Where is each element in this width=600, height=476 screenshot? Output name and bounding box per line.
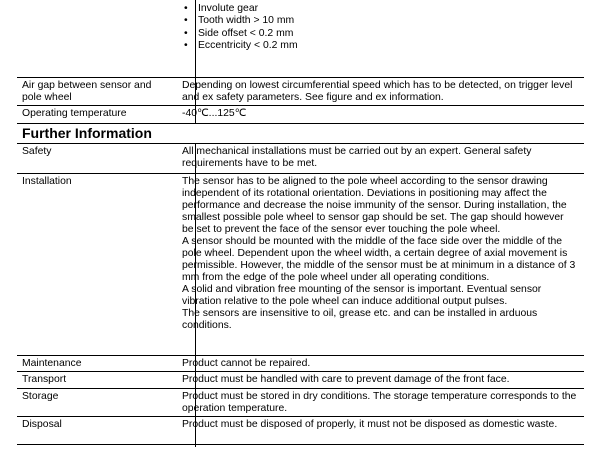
- spec-table: [17, 0, 584, 445]
- air-gap-row: [17, 78, 584, 106]
- bullet-item: • Tooth width > 10 mm: [182, 15, 577, 27]
- row-label: Air gap between sensor and pole wheel: [22, 80, 152, 103]
- row-label: Disposal: [22, 419, 62, 430]
- installation-text: [180, 174, 577, 334]
- row-label: Transport: [22, 374, 67, 385]
- row-value: All mechanical installations must be carried out by an expert. General safety requirements have to be met.: [182, 146, 532, 169]
- row-value: Depending on lowest circumferential speed which has to be detected, on trigger level and ex safety parameters. See figure and ex information.: [182, 80, 573, 103]
- transport-row: [17, 372, 584, 389]
- bullet-item: • Involute gear: [182, 3, 577, 15]
- installation-paragraph: The sensors are insensitive to oil, grease etc. and can be installed in arduous conditions.: [182, 308, 538, 331]
- row-label: Maintenance: [22, 358, 82, 369]
- row-value: Product must be handled with care to prevent damage of the front face.: [182, 374, 510, 385]
- row-value: Product cannot be repaired.: [182, 358, 311, 369]
- row-label: Installation: [22, 176, 72, 187]
- installation-row: [17, 174, 584, 356]
- row-value: Product must be stored in dry conditions. The storage temperature corresponds to the operation temperature.: [182, 391, 577, 414]
- installation-paragraph: A solid and vibration free mounting of the sensor is important. Eventual sensor vibration relative to the pole wheel can induce additional output pulses.: [182, 284, 542, 307]
- row-value: -40℃...125℃: [182, 108, 247, 119]
- section-title: Further Information: [22, 125, 152, 141]
- operating-temperature-row: [17, 106, 584, 124]
- storage-row: [17, 389, 584, 417]
- row-label: Safety: [22, 146, 52, 157]
- bullet-item: • Side offset < 0.2 mm: [182, 28, 577, 40]
- maintenance-row: [17, 356, 584, 372]
- gear-requirements-row: [17, 0, 584, 78]
- disposal-row: [17, 417, 584, 445]
- gear-requirements-list: [182, 3, 577, 53]
- row-label: Storage: [22, 391, 59, 402]
- section-heading: [17, 124, 584, 144]
- installation-paragraph: The sensor has to be aligned to the pole wheel according to the sensor drawing independent of its rotational orientation. Deviations in positioning may affect the performance and decrease the noise immunity of the sensor. During installation, the smallest possible pole wheel to sensor gap should be set. The gap should however be set to prevent the face of the sensor ever touching the pole wheel.: [182, 176, 567, 235]
- row-label: Operating temperature: [22, 108, 127, 119]
- safety-row: [17, 144, 584, 174]
- bullet-item: • Eccentricity < 0.2 mm: [182, 40, 577, 52]
- row-value: Product must be disposed of properly, it must not be disposed as domestic waste.: [182, 419, 558, 430]
- installation-paragraph: A sensor should be mounted with the middle of the face side over the middle of the pole wheel. Dependent upon the wheel width, a certain degree of axial movement is permissible. However, the middle of the sensor must be at minimum in a distance of 3 mm from the edge of the pole wheel under all operating conditions.: [182, 236, 576, 283]
